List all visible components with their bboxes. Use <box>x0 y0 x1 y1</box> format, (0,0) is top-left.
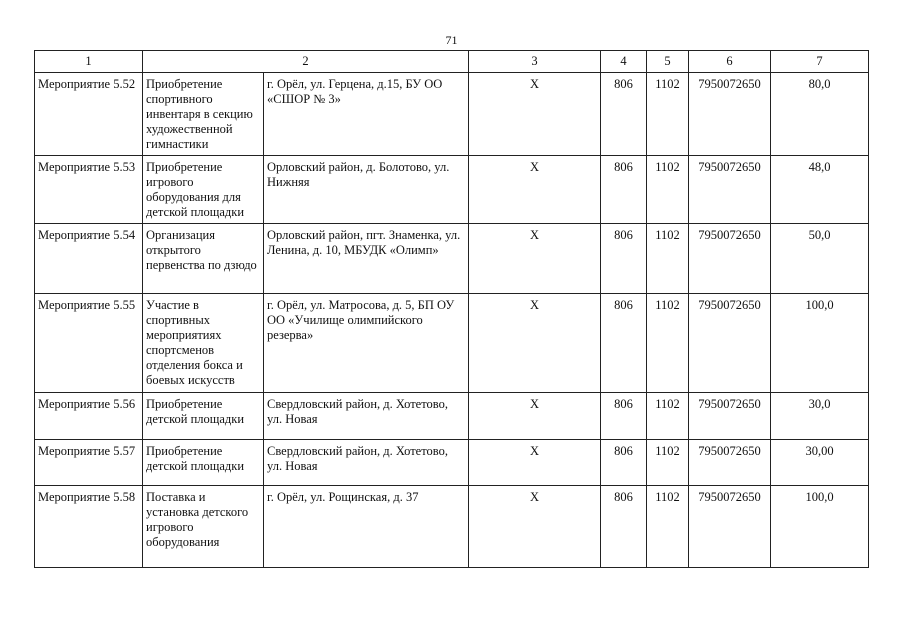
row-name: Приобретение спортивного инвентаря в секцию художественной гимнастики <box>143 73 264 156</box>
row-id: Мероприятие 5.55 <box>35 294 143 393</box>
table-row <box>35 294 869 393</box>
row-col-6: 7950072650 <box>689 156 771 224</box>
row-id: Мероприятие 5.52 <box>35 73 143 156</box>
header-col-5: 5 <box>647 51 689 73</box>
row-col-6: 7950072650 <box>689 294 771 393</box>
row-col-5: 1102 <box>647 73 689 156</box>
row-col-3: X <box>469 224 601 294</box>
row-id: Мероприятие 5.58 <box>35 486 143 568</box>
row-address: г. Орёл, ул. Герцена, д.15, БУ ОО «СШОР № 3» <box>264 73 469 156</box>
row-col-6: 7950072650 <box>689 224 771 294</box>
row-address: г. Орёл, ул. Матросова, д. 5, БП ОУ ОО «Училище олимпийского резерва» <box>264 294 469 393</box>
table-row <box>35 224 869 294</box>
row-col-4: 806 <box>601 294 647 393</box>
row-col-6: 7950072650 <box>689 393 771 440</box>
row-col-7: 80,0 <box>771 73 869 156</box>
row-col-4: 806 <box>601 440 647 486</box>
row-col-5: 1102 <box>647 224 689 294</box>
header-col-3: 3 <box>469 51 601 73</box>
row-col-4: 806 <box>601 73 647 156</box>
row-id: Мероприятие 5.56 <box>35 393 143 440</box>
row-col-6: 7950072650 <box>689 486 771 568</box>
row-id: Мероприятие 5.53 <box>35 156 143 224</box>
row-col-4: 806 <box>601 486 647 568</box>
header-row <box>35 51 869 73</box>
row-name: Приобретение детской площадки <box>143 393 264 440</box>
row-col-4: 806 <box>601 224 647 294</box>
row-col-6: 7950072650 <box>689 440 771 486</box>
row-id: Мероприятие 5.57 <box>35 440 143 486</box>
row-col-3: X <box>469 73 601 156</box>
table-row <box>35 73 869 156</box>
row-col-3: X <box>469 393 601 440</box>
row-address: Свердловский район, д. Хотетово, ул. Новая <box>264 393 469 440</box>
table-body <box>35 73 869 568</box>
row-col-7: 30,00 <box>771 440 869 486</box>
row-col-4: 806 <box>601 156 647 224</box>
row-name: Приобретение детской площадки <box>143 440 264 486</box>
table-row <box>35 486 869 568</box>
row-col-3: X <box>469 486 601 568</box>
header-col-4: 4 <box>601 51 647 73</box>
row-col-7: 100,0 <box>771 486 869 568</box>
row-name: Организация открытого первенства по дзюдо <box>143 224 264 294</box>
row-col-6: 7950072650 <box>689 73 771 156</box>
row-address: г. Орёл, ул. Рощинская, д. 37 <box>264 486 469 568</box>
row-col-5: 1102 <box>647 294 689 393</box>
row-col-5: 1102 <box>647 440 689 486</box>
row-name: Участие в спортивных мероприятиях спортсменов отделения бокса и боевых искусств <box>143 294 264 393</box>
row-col-7: 48,0 <box>771 156 869 224</box>
row-col-3: X <box>469 440 601 486</box>
row-address: Свердловский район, д. Хотетово, ул. Новая <box>264 440 469 486</box>
row-address: Орловский район, д. Болотово, ул. Нижняя <box>264 156 469 224</box>
row-col-7: 100,0 <box>771 294 869 393</box>
row-id: Мероприятие 5.54 <box>35 224 143 294</box>
header-col-1: 1 <box>35 51 143 73</box>
row-col-5: 1102 <box>647 486 689 568</box>
header-col-7: 7 <box>771 51 869 73</box>
table-row <box>35 393 869 440</box>
row-col-5: 1102 <box>647 393 689 440</box>
table-row <box>35 156 869 224</box>
row-address: Орловский район, пгт. Знаменка, ул. Ленина, д. 10, МБУДК «Олимп» <box>264 224 469 294</box>
table-row <box>35 440 869 486</box>
row-name: Приобретение игрового оборудования для детской площадки <box>143 156 264 224</box>
row-name: Поставка и установка детского игрового оборудования <box>143 486 264 568</box>
row-col-3: X <box>469 156 601 224</box>
budget-table <box>34 50 869 568</box>
row-col-4: 806 <box>601 393 647 440</box>
row-col-7: 30,0 <box>771 393 869 440</box>
row-col-3: X <box>469 294 601 393</box>
header-col-6: 6 <box>689 51 771 73</box>
row-col-7: 50,0 <box>771 224 869 294</box>
row-col-5: 1102 <box>647 156 689 224</box>
header-col-2: 2 <box>143 51 469 73</box>
page-number: 71 <box>445 33 458 47</box>
